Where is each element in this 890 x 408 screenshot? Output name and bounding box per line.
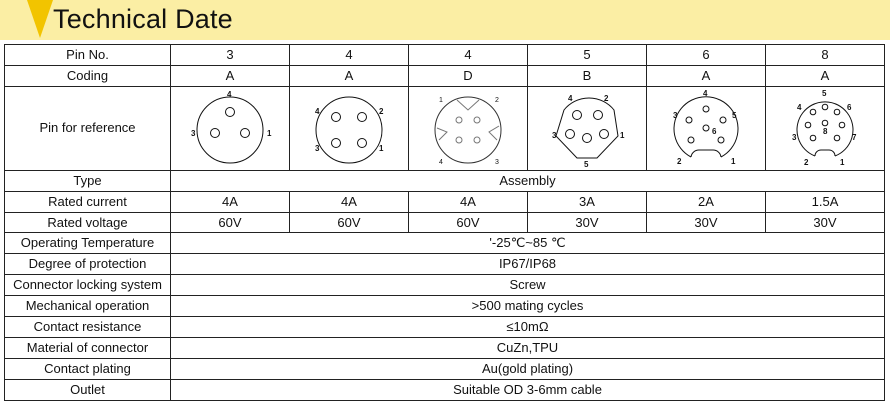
row-label: Contact plating (5, 358, 171, 379)
table-cell: 5 (528, 45, 647, 66)
pin-6-a-diagram (651, 88, 761, 168)
table-cell: 1.5A (766, 191, 885, 212)
table-row-contact-resistance (5, 317, 885, 338)
pin-label: 8 (823, 127, 828, 137)
pin-label: 3 (495, 159, 499, 167)
table-cell: 4 (290, 45, 409, 66)
pin-label: 4 (703, 89, 708, 99)
table-row-pin-no (5, 45, 885, 66)
row-label: Degree of protection (5, 254, 171, 275)
pin-label: 1 (840, 158, 845, 168)
pin-label: 2 (604, 94, 609, 104)
pin-4-a-diagram (294, 88, 404, 168)
table-row-type (5, 170, 885, 191)
pin-diagram-cell (171, 86, 290, 170)
table-cell: Screw (171, 275, 885, 296)
pin-label: 5 (584, 160, 589, 169)
table-row-degree-of-protection (5, 254, 885, 275)
pin-label: 2 (379, 107, 384, 117)
row-label: Rated voltage (5, 212, 171, 233)
table-cell: 2A (647, 191, 766, 212)
table-row-pin-reference (5, 86, 885, 170)
table-cell: 3 (171, 45, 290, 66)
pin-label: 1 (620, 131, 625, 141)
pin-label: 7 (852, 133, 857, 143)
row-label: Mechanical operation (5, 296, 171, 317)
pin-label: 6 (712, 127, 717, 137)
table-cell: 30V (766, 212, 885, 233)
pin-label: 1 (439, 97, 443, 105)
pin-diagram-cell (528, 86, 647, 170)
pin-label: 2 (804, 158, 809, 168)
pin-label: 3 (191, 129, 196, 139)
table-row-outlet (5, 379, 885, 400)
row-label: Coding (5, 65, 171, 86)
table-row-contact-plating (5, 358, 885, 379)
table-cell: A (766, 65, 885, 86)
table-cell: Suitable OD 3-6mm cable (171, 379, 885, 400)
pin-diagram-cell (647, 86, 766, 170)
banner-accent (27, 0, 53, 38)
pin-8-a-diagram (770, 88, 880, 168)
pin-label: 3 (792, 133, 797, 143)
table-cell: 6 (647, 45, 766, 66)
title-banner (0, 0, 890, 40)
table-row-rated-current (5, 191, 885, 212)
table-cell: 8 (766, 45, 885, 66)
pin-diagram-cell (409, 86, 528, 170)
table-cell: B (528, 65, 647, 86)
row-label: Pin for reference (5, 86, 171, 170)
pin-label: 4 (568, 94, 573, 104)
pin-label: 4 (227, 90, 232, 100)
table-cell: Au(gold plating) (171, 358, 885, 379)
table-cell: >500 mating cycles (171, 296, 885, 317)
technical-data-table (4, 44, 885, 401)
table-cell: A (171, 65, 290, 86)
table-cell: 4 (409, 45, 528, 66)
table-cell: 60V (290, 212, 409, 233)
table-cell: 30V (528, 212, 647, 233)
pin-3-a-diagram (175, 88, 285, 168)
table-cell: D (409, 65, 528, 86)
table-cell: ≤10mΩ (171, 317, 885, 338)
pin-label: 2 (495, 97, 499, 105)
table-row-connector-locking (5, 275, 885, 296)
row-label: Material of connector (5, 337, 171, 358)
pin-label: 6 (847, 103, 852, 113)
pin-label: 3 (673, 111, 678, 121)
row-label: Type (5, 170, 171, 191)
pin-label: 2 (677, 157, 682, 167)
table-cell: 4A (409, 191, 528, 212)
table-cell: Assembly (171, 170, 885, 191)
pin-label: 5 (732, 111, 737, 121)
pin-label: 3 (552, 131, 557, 141)
table-cell: 30V (647, 212, 766, 233)
row-label: Contact resistance (5, 317, 171, 338)
table-cell: 60V (409, 212, 528, 233)
table-cell: IP67/IP68 (171, 254, 885, 275)
pin-label: 4 (315, 107, 320, 117)
pin-5-b-diagram (532, 88, 642, 168)
pin-label: 4 (439, 159, 443, 167)
table-cell: 4A (171, 191, 290, 212)
table-row-mechanical-operation (5, 296, 885, 317)
pin-diagram-cell (290, 86, 409, 170)
table-cell: '-25℃~85 ℃ (171, 233, 885, 254)
row-label: Operating Temperature (5, 233, 171, 254)
table-cell: 4A (290, 191, 409, 212)
table-cell: 60V (171, 212, 290, 233)
pin-4-d-diagram (413, 88, 523, 168)
pin-diagram-cell (766, 86, 885, 170)
pin-label: 1 (379, 144, 384, 154)
table-row-rated-voltage (5, 212, 885, 233)
page-title: Technical Date (53, 4, 233, 34)
table-row-operating-temperature (5, 233, 885, 254)
row-label: Outlet (5, 379, 171, 400)
table-row-coding (5, 65, 885, 86)
table-cell: 3A (528, 191, 647, 212)
table-cell: A (647, 65, 766, 86)
pin-label: 5 (822, 89, 827, 99)
pin-label: 1 (267, 129, 272, 139)
pin-label: 1 (731, 157, 736, 167)
pin-label: 3 (315, 144, 320, 154)
table-row-material (5, 337, 885, 358)
table-cell: A (290, 65, 409, 86)
row-label: Connector locking system (5, 275, 171, 296)
row-label: Rated current (5, 191, 171, 212)
pin-label: 4 (797, 103, 802, 113)
row-label: Pin No. (5, 45, 171, 66)
table-cell: CuZn,TPU (171, 337, 885, 358)
